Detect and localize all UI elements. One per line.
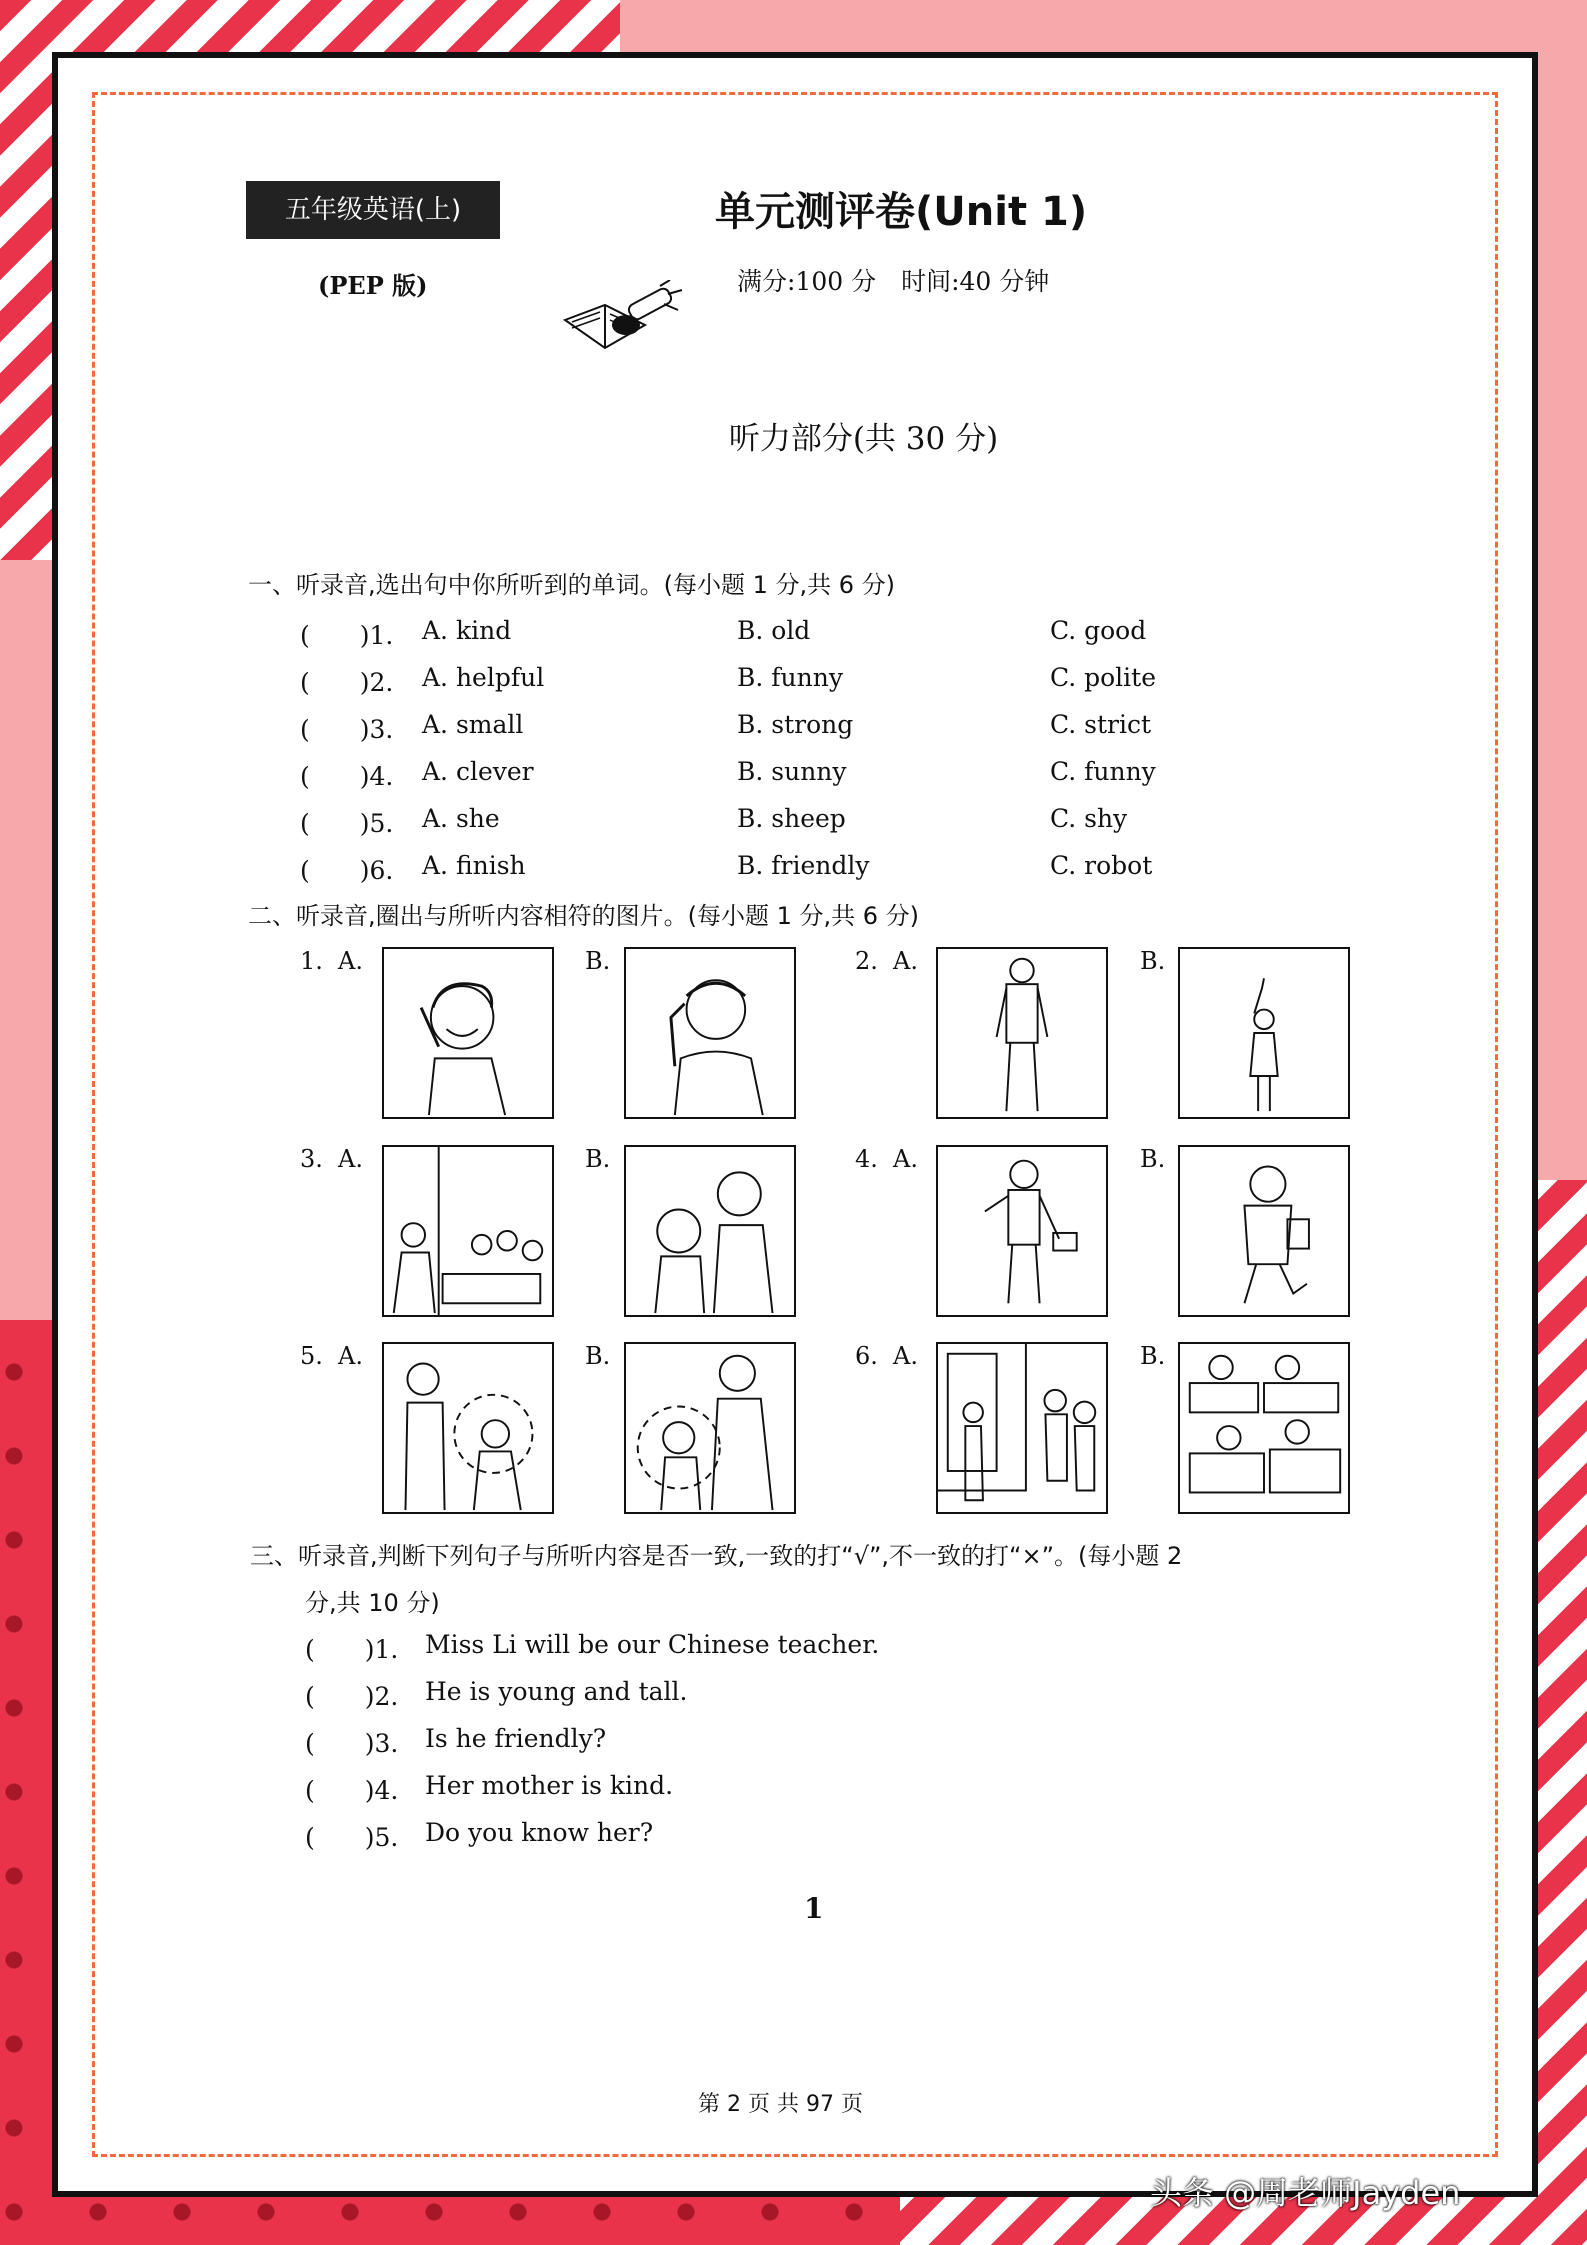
q5-option-a: A. she (422, 804, 500, 833)
item2-picture-b[interactable] (1178, 947, 1350, 1119)
item3-number: 3. (300, 1145, 323, 1173)
q3-option-b: B. strong (737, 710, 854, 739)
q6-prefix: ( )6. (300, 856, 394, 885)
item3-picture-a[interactable] (382, 1145, 554, 1317)
q2-prefix: ( )2. (300, 668, 394, 697)
item3-label-b: B. (585, 1145, 611, 1173)
judge-q5-prefix: ( )5. (305, 1823, 399, 1852)
item1-picture-b[interactable] (624, 947, 796, 1119)
q3-option-a: A. small (422, 710, 524, 739)
judge-q1-prefix: ( )1. (305, 1635, 399, 1664)
item2-label-a: A. (893, 947, 918, 975)
q2-option-a: A. helpful (422, 663, 545, 692)
part3-instruction-line2: 分,共 10 分) (305, 1589, 440, 1617)
q4-prefix: ( )4. (300, 762, 394, 791)
item4-picture-a[interactable] (936, 1145, 1108, 1317)
book-pen-icon (560, 280, 690, 360)
page-title: 单元测评卷(Unit 1) (715, 189, 1088, 235)
q6-option-b: B. friendly (737, 851, 870, 880)
item3-picture-b[interactable] (624, 1145, 796, 1317)
q5-prefix: ( )5. (300, 809, 394, 838)
q1-option-b: B. old (737, 616, 811, 645)
item5-picture-b[interactable] (624, 1342, 796, 1514)
item5-label-a: A. (338, 1342, 363, 1370)
worksheet-page (52, 52, 1538, 2197)
q2-option-b: B. funny (737, 663, 843, 692)
item4-label-b: B. (1140, 1145, 1166, 1173)
q5-option-c: C. shy (1050, 804, 1128, 833)
item1-picture-a[interactable] (382, 947, 554, 1119)
q2-option-c: C. polite (1050, 663, 1157, 692)
judge-q2-prefix: ( )2. (305, 1682, 399, 1711)
q1-prefix: ( )1. (300, 621, 394, 650)
q6-option-a: A. finish (422, 851, 526, 880)
q3-option-c: C. strict (1050, 710, 1152, 739)
q4-option-c: C. funny (1050, 757, 1156, 786)
dashed-border (92, 92, 1498, 2157)
q3-prefix: ( )3. (300, 715, 394, 744)
judge-q4-text: Her mother is kind. (425, 1771, 674, 1800)
item2-number: 2. (855, 947, 878, 975)
judge-q5-text: Do you know her? (425, 1818, 654, 1847)
item2-label-b: B. (1140, 947, 1166, 975)
page-footer: 第 2 页 共 97 页 (698, 2092, 863, 2117)
item3-label-a: A. (338, 1145, 363, 1173)
item6-picture-b[interactable] (1178, 1342, 1350, 1514)
item1-label-b: B. (585, 947, 611, 975)
item1-label-a: A. (338, 947, 363, 975)
item4-picture-b[interactable] (1178, 1145, 1350, 1317)
part3-instruction-line1: 三、听录音,判断下列句子与所听内容是否一致,一致的打“√”,不一致的打“×”。(每小题 2 (250, 1542, 1183, 1570)
part2-instruction: 二、听录音,圈出与所听内容相符的图片。(每小题 1 分,共 6 分) (248, 902, 920, 930)
q1-option-c: C. good (1050, 616, 1147, 645)
item6-label-b: B. (1140, 1342, 1166, 1370)
grade-badge: 五年级英语(上) (246, 181, 500, 239)
judge-q1-text: Miss Li will be our Chinese teacher. (425, 1630, 880, 1659)
item4-label-a: A. (893, 1145, 918, 1173)
judge-q3-prefix: ( )3. (305, 1729, 399, 1758)
edition-label: (PEP 版) (318, 271, 428, 300)
q4-option-a: A. clever (422, 757, 534, 786)
judge-q4-prefix: ( )4. (305, 1776, 399, 1805)
item4-number: 4. (855, 1145, 878, 1173)
item2-picture-a[interactable] (936, 947, 1108, 1119)
watermark: 头条 @周老师Jayden (1150, 2174, 1461, 2212)
judge-q2-text: He is young and tall. (425, 1677, 688, 1706)
score-time-info: 满分:100 分 时间:40 分钟 (737, 267, 1050, 296)
q4-option-b: B. sunny (737, 757, 847, 786)
item6-label-a: A. (893, 1342, 918, 1370)
item6-picture-a[interactable] (936, 1342, 1108, 1514)
part1-instruction: 一、听录音,选出句中你所听到的单词。(每小题 1 分,共 6 分) (248, 571, 896, 599)
q6-option-c: C. robot (1050, 851, 1153, 880)
section-title-text: 听力部分(共 30 分) (728, 421, 999, 457)
q1-option-a: A. kind (422, 616, 512, 645)
section-title (0, 413, 1587, 458)
q5-option-b: B. sheep (737, 804, 846, 833)
item5-number: 5. (300, 1342, 323, 1370)
item6-number: 6. (855, 1342, 878, 1370)
item5-picture-a[interactable] (382, 1342, 554, 1514)
page-number: 1 (804, 1892, 824, 1925)
item5-label-b: B. (585, 1342, 611, 1370)
judge-q3-text: Is he friendly? (425, 1724, 607, 1753)
item1-number: 1. (300, 947, 323, 975)
